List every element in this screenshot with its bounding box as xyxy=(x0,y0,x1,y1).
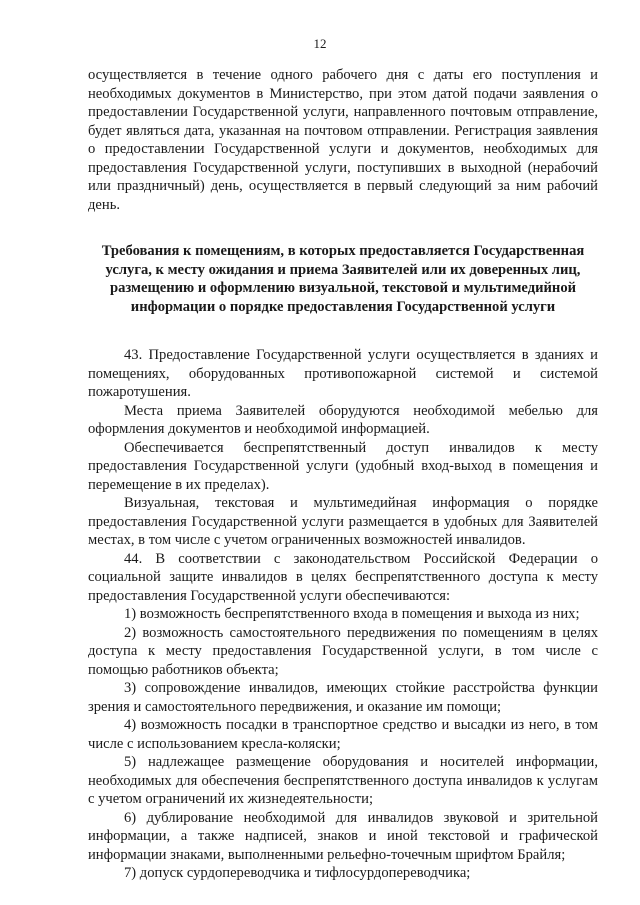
page-number: 12 xyxy=(313,36,327,51)
continuation-paragraph: осуществляется в течение одного рабочего дня с даты его поступления и необходимых документов в Министерство, при этом датой подачи заявления о предоставлении Государственной услуги, направленного почтовым отправление, будет являться дата, указанная на почтовом отправлении. Регистрация заявления о предоставлении Государственной услуги и документов, необходимых для предоставления Государственной услуги, поступивших в выходной (нерабочий или праздничный) день, осуществляется в первый следующий за ним рабочий день. xyxy=(88,67,598,213)
section-heading: Требования к помещениям, в которых предоставляется Государственная услуга, к месту ожидания и приема Заявителей или их доверенных лиц, размещению и оформлению визуальной, текстовой и мультимедийной информации о порядке предоставления Государственной услуги xyxy=(101,243,585,315)
list-item-1: 1) возможность беспрепятственного входа в помещения и выхода из них; xyxy=(124,606,580,622)
list-item-7: 7) допуск сурдопереводчика и тифлосурдопереводчика; xyxy=(124,865,471,881)
paragraph-43: 43. Предоставление Государственной услуги осуществляется в зданиях и помещениях, оборудованных противопожарной системой и системой пожаротушения. xyxy=(88,347,598,400)
paragraph-disabled-access: Обеспечивается беспрепятственный доступ инвалидов к месту предоставления Государственной услуги (удобный вход-выход в помещения и перемещение в их пределах). xyxy=(88,439,598,493)
paragraph-visual-information: Визуальная, текстовая и мультимедийная информация о порядке предоставления Государственной услуги размещается в удобных для Заявителей местах, в том числе с учетом ограниченных возможностей инвалидов. xyxy=(88,495,598,548)
list-item-5: 5) надлежащее размещение оборудования и носителей информации, необходимых для обеспечения беспрепятственного доступа инвалидов к услугам с учетом ограничений их жизнедеятельности; xyxy=(88,754,598,807)
document-body xyxy=(88,66,598,883)
paragraph-44: 44. В соответствии с законодательством Российской Федерации о социальной защите инвалидов в целях беспрепятственного доступа к месту предоставления Государственной услуги обеспечиваются: xyxy=(88,550,598,604)
list-item-4: 4) возможность посадки в транспортное средство и высадки из него, в том числе с использованием кресла-коляски; xyxy=(88,717,598,752)
list-item-2: 2) возможность самостоятельного передвижения по помещениям в целях доступа к месту предоставления Государственной услуги, в том числе с помощью работников объекта; xyxy=(88,624,598,678)
list-item-3: 3) сопровождение инвалидов, имеющих стойкие расстройства функции зрения и самостоятельного передвижения, и оказание им помощи; xyxy=(88,680,598,715)
list-item-6: 6) дублирование необходимой для инвалидов звуковой и зрительной информации, а также надписей, знаков и иной текстовой и графической информации знаками, выполненными рельефно-точечным шрифтом Брайля; xyxy=(88,809,598,863)
paragraph-reception-places: Места приема Заявителей оборудуются необходимой мебелью для оформления документов и необходимой информацией. xyxy=(88,402,598,437)
